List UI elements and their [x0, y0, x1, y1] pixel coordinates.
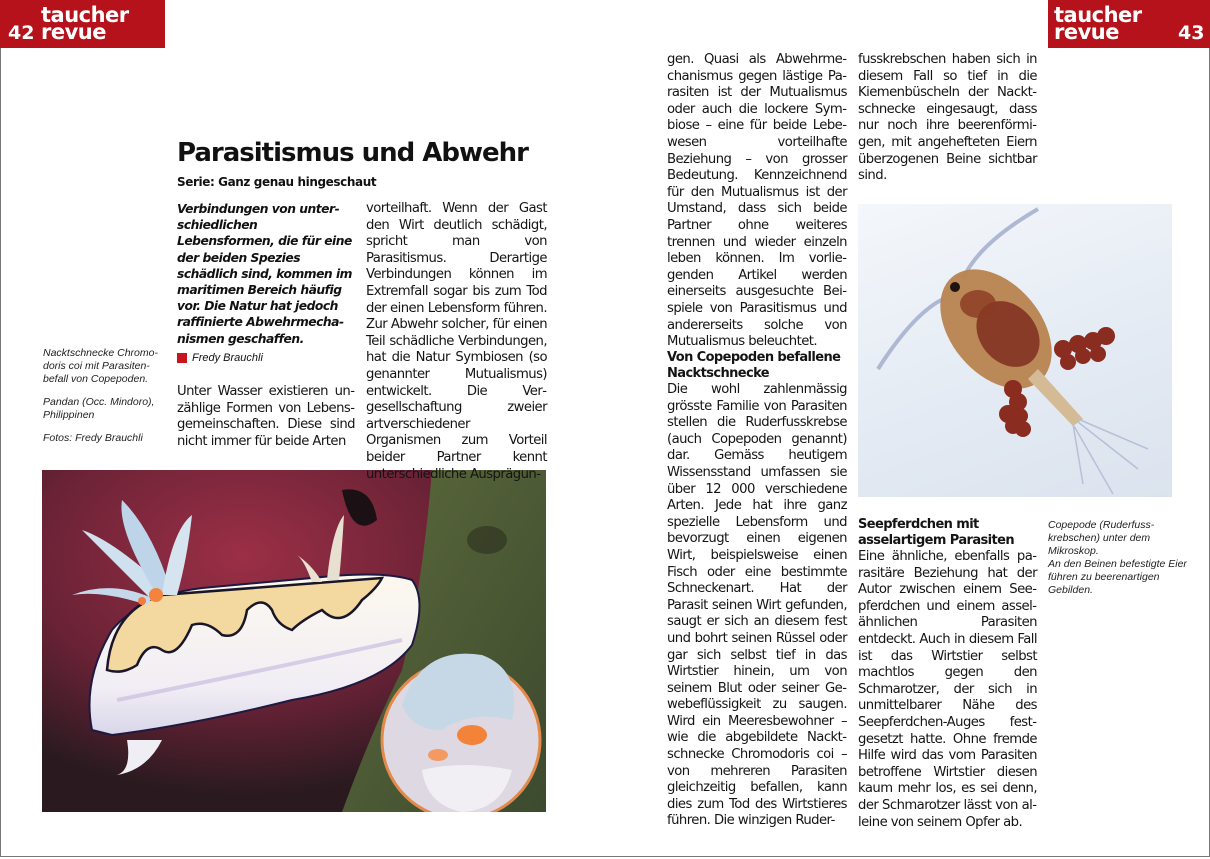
body-column-1: Unter Wasser existieren unzählige Formen von Lebensgemeinschaften. Diese sind nicht immer für beide Arten — [177, 384, 355, 449]
section-copepoden — [667, 350, 847, 830]
brand-line-2: revue — [41, 20, 106, 44]
nudibranch-photo — [42, 470, 546, 812]
photo-caption-right — [1048, 519, 1188, 597]
article-author — [177, 352, 263, 364]
brand-name — [41, 3, 129, 44]
caption-description: Copepode (Ruderfusskrebschen) unter dem Mikroskop. — [1048, 519, 1155, 557]
magazine-logo-right — [1048, 0, 1210, 48]
nudibranch-illustration — [42, 470, 546, 812]
section-seepferdchen — [858, 517, 1037, 831]
magazine-logo-left — [0, 0, 165, 48]
article-title: Parasitismus und Abwehr — [177, 138, 529, 168]
copepod-microscope-photo — [858, 204, 1172, 497]
author-name: Fredy Brauchli — [192, 352, 263, 364]
body-column-3: gen. Quasi als Abwehrmechanismus gegen lästige Parasiten ist der Mutualismus oder auch die lockere Symbiose – eine für beide Lebewesen vorteilhafte Beziehung – von grosser Bedeutung. Kennzeichnend für den Mutualismus ist der Umstand, dass sich beide Partner ohne weiteres trennen und wieder einzeln leben können. Im vorliegenden Artikel werden einerseits ausgesuchte Beispiele von Parasitismus und andererseits solche von Mutualismus beleuchtet. — [667, 52, 847, 350]
body-column-4: fusskrebschen haben sich in diesem Fall so tief in die Kiemenbüscheln der Nacktschnecke eingesaugt, dass nur noch ihre beerenförmigen, mit angehefteten Eiern überzogenen Beine sichtbar sind. — [858, 52, 1037, 184]
brand-name — [1054, 3, 1142, 44]
brand-line-1: taucher — [41, 3, 129, 27]
section-heading: Seepferdchen mit asselartigem Parasiten — [858, 517, 1014, 548]
author-marker-icon — [177, 353, 187, 363]
page-number-right: 43 — [1178, 22, 1205, 44]
brand-line-1: taucher — [1054, 3, 1142, 27]
page-number-left: 42 — [8, 22, 35, 44]
caption-location: Pandan (Occ. Mindoro), Philippinen — [43, 396, 155, 421]
section-text: Eine ähnliche, ebenfalls parasitäre Beziehung hat der Autor zwischen einem Seepferdchen und einem asselähnlichen Parasiten entdeckt. Auch in diesem Fall ist das Wirtstier selbst machtlos gegen den Schmarotzer, der sich in unmittelbarer Nähe des Seepferdchen-Auges festgesetzt hatte. Ohne fremde Hilfe wird das vom Parasiten betroffene Wirtstier diesen kaum mehr los, es sei denn, der Schmarotzer lässt von alleine von seinem Opfer ab. — [858, 549, 1037, 830]
section-heading: Von Copepoden befallene Nacktschnecke — [667, 350, 841, 381]
article-lead: Verbindungen von unterschiedlichen Lebensformen, die für eine der beiden Spezies schädlich sind, kommen im maritimen Bereich häufig vor. Die Natur hat jedoch raffinierte Abwehrmechanismen geschaffen. — [177, 202, 352, 346]
photo-caption-left — [43, 347, 171, 455]
brand-line-2: revue — [1054, 20, 1119, 44]
section-text: Die wohl zahlenmässig grösste Familie von Parasiten stellen die Ruderfusskrebse (auch Copepoden genannt) dar. Gemäss heutigem Wissensstand umfassen sie über 12 000 verschiedene Arten. Jede hat ihre ganz spezielle Lebensform und bevorzugt einen eigenen Wirt, beispielsweise einen Fisch oder eine bestimmte Schneckenart. Hat der Parasit seinen Wirt gefunden, saugt er sich an diesem fest und bohrt seinen Rüssel oder gar sich selbst tief in das Wirtstier hinein, um von seinem Blut oder seiner Gewebeflüssigkeit zu saugen. Wird ein Meeresbewohner – wie die abgebildete Nacktschnecke Chromodoris coi – von mehreren Parasiten gleichzeitig befallen, kann dies zum Tod des Wirtstieres führen. Die winzigen Ruder- — [667, 382, 847, 829]
caption-credit: Fotos: Fredy Brauchli — [43, 432, 143, 444]
caption-detail: An den Beinen befestigte Eier führen zu beerenartigen Gebilden. — [1048, 558, 1187, 596]
article-series: Serie: Ganz genau hingeschaut — [177, 175, 377, 189]
caption-description: Nacktschnecke Chromodoris coi mit Parasitenbefall von Copepoden. — [43, 347, 158, 385]
copepod-illustration — [858, 204, 1172, 497]
body-column-2: vorteilhaft. Wenn der Gast den Wirt deutlich schädigt, spricht man von Parasitismus. Derartige Verbindungen können im Extremfall sogar bis zum Tod der einen Lebensform führen. Zur Abwehr solcher, für einen Teil schädliche Verbindungen, hat die Natur Symbiosen (so genannter Mutualismus) entwickelt. Die Vergesellschaftung zweier artverschiedener Organismen zum Vorteil beider Partner kennt unterschiedliche Ausprägun- — [366, 201, 547, 482]
